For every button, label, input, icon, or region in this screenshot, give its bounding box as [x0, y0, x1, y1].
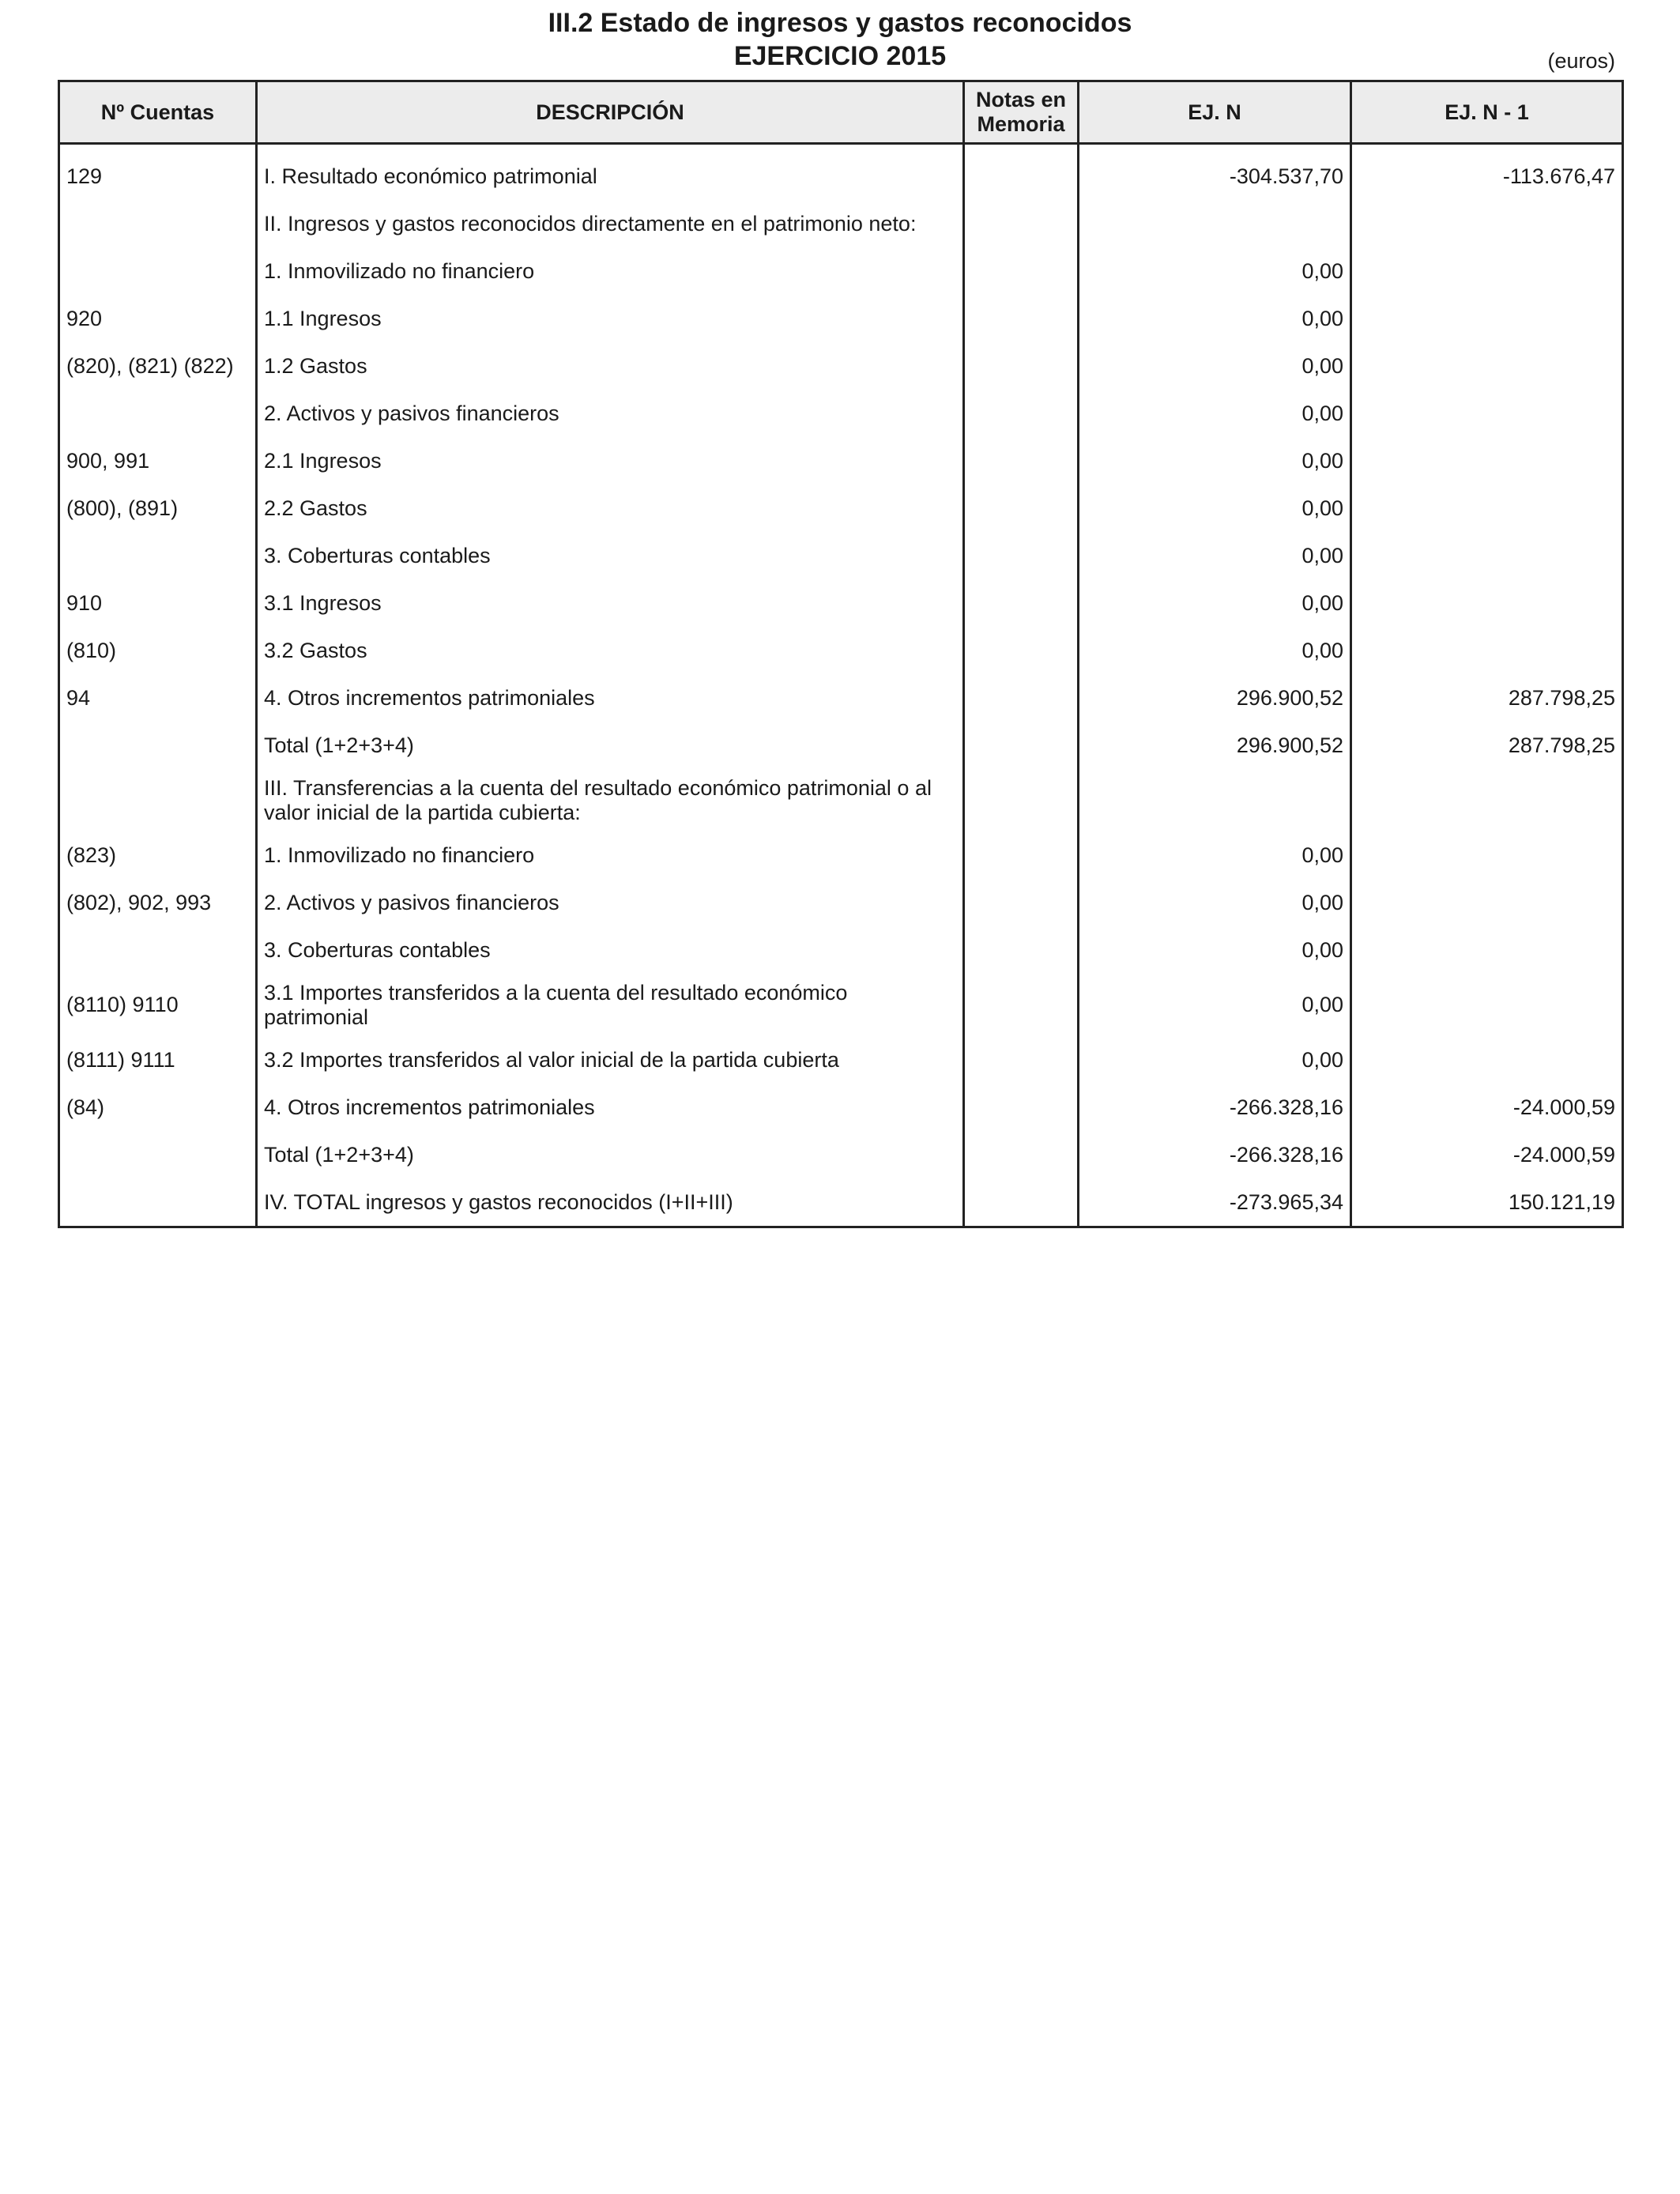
cell-cuentas: (823) — [59, 831, 257, 879]
cell-descripcion: 2. Activos y pasivos financieros — [257, 390, 964, 437]
cell-notas — [964, 579, 1079, 627]
cell-cuentas — [59, 769, 257, 831]
header-row — [59, 81, 1623, 144]
cell-ej-n1: 287.798,25 — [1351, 722, 1623, 769]
cell-notas — [964, 437, 1079, 484]
cell-ej-n1 — [1351, 532, 1623, 579]
cell-ej-n1 — [1351, 295, 1623, 342]
cell-descripcion: 2.1 Ingresos — [257, 437, 964, 484]
cell-cuentas: (8110) 9110 — [59, 974, 257, 1036]
cell-notas — [964, 1036, 1079, 1084]
cell-ej-n: -266.328,16 — [1079, 1131, 1351, 1178]
cell-ej-n: 0,00 — [1079, 831, 1351, 879]
table-row — [59, 484, 1623, 532]
col-header-notas: Notas en Memoria — [964, 81, 1079, 144]
cell-descripcion: II. Ingresos y gastos reconocidos directamente en el patrimonio neto: — [257, 200, 964, 247]
cell-ej-n1 — [1351, 247, 1623, 295]
cell-descripcion: 3.1 Ingresos — [257, 579, 964, 627]
table-row — [59, 722, 1623, 769]
cell-descripcion: Total (1+2+3+4) — [257, 1131, 964, 1178]
cell-descripcion: 4. Otros incrementos patrimoniales — [257, 674, 964, 722]
col-header-ej-n: EJ. N — [1079, 81, 1351, 144]
cell-cuentas — [59, 1131, 257, 1178]
table-row — [59, 1084, 1623, 1131]
cell-notas — [964, 769, 1079, 831]
cell-notas — [964, 1084, 1079, 1131]
cell-notas — [964, 144, 1079, 201]
table-row — [59, 437, 1623, 484]
col-header-cuentas: Nº Cuentas — [59, 81, 257, 144]
cell-notas — [964, 295, 1079, 342]
cell-notas — [964, 926, 1079, 974]
cell-ej-n1 — [1351, 769, 1623, 831]
cell-cuentas: (84) — [59, 1084, 257, 1131]
units-label: (euros) — [1547, 49, 1615, 73]
cell-notas — [964, 879, 1079, 926]
cell-ej-n1: 150.121,19 — [1351, 1178, 1623, 1227]
cell-descripcion: 2.2 Gastos — [257, 484, 964, 532]
table-row — [59, 247, 1623, 295]
cell-ej-n1: -24.000,59 — [1351, 1131, 1623, 1178]
cell-ej-n: 0,00 — [1079, 247, 1351, 295]
cell-ej-n — [1079, 200, 1351, 247]
cell-descripcion: 1.2 Gastos — [257, 342, 964, 390]
cell-ej-n1 — [1351, 342, 1623, 390]
cell-ej-n: 0,00 — [1079, 926, 1351, 974]
cell-ej-n: 0,00 — [1079, 390, 1351, 437]
cell-notas — [964, 1178, 1079, 1227]
table-row — [59, 295, 1623, 342]
cell-descripcion: 3. Coberturas contables — [257, 532, 964, 579]
cell-cuentas: (802), 902, 993 — [59, 879, 257, 926]
cell-cuentas — [59, 390, 257, 437]
cell-notas — [964, 532, 1079, 579]
table-row — [59, 1178, 1623, 1227]
cell-cuentas — [59, 1178, 257, 1227]
cell-notas — [964, 342, 1079, 390]
cell-cuentas: (8111) 9111 — [59, 1036, 257, 1084]
cell-notas — [964, 974, 1079, 1036]
cell-ej-n: 0,00 — [1079, 974, 1351, 1036]
cell-ej-n1 — [1351, 926, 1623, 974]
col-header-descripcion: DESCRIPCIÓN — [257, 81, 964, 144]
cell-cuentas: (800), (891) — [59, 484, 257, 532]
cell-descripcion: 3.2 Importes transferidos al valor inicial de la partida cubierta — [257, 1036, 964, 1084]
table-row — [59, 579, 1623, 627]
cell-ej-n: -266.328,16 — [1079, 1084, 1351, 1131]
cell-descripcion: 4. Otros incrementos patrimoniales — [257, 1084, 964, 1131]
cell-notas — [964, 627, 1079, 674]
cell-notas — [964, 484, 1079, 532]
cell-ej-n: -273.965,34 — [1079, 1178, 1351, 1227]
cell-descripcion: IV. TOTAL ingresos y gastos reconocidos (I+II+III) — [257, 1178, 964, 1227]
cell-ej-n1 — [1351, 974, 1623, 1036]
cell-notas — [964, 247, 1079, 295]
cell-ej-n: -304.537,70 — [1079, 144, 1351, 201]
cell-cuentas: 129 — [59, 144, 257, 201]
cell-ej-n: 296.900,52 — [1079, 674, 1351, 722]
cell-ej-n1: -113.676,47 — [1351, 144, 1623, 201]
table-row — [59, 144, 1623, 201]
cell-cuentas: (810) — [59, 627, 257, 674]
cell-ej-n: 296.900,52 — [1079, 722, 1351, 769]
page-subtitle: EJERCICIO 2015 — [733, 41, 947, 71]
table-row — [59, 974, 1623, 1036]
cell-descripcion: I. Resultado económico patrimonial — [257, 144, 964, 201]
table-row — [59, 200, 1623, 247]
cell-descripcion: 3.1 Importes transferidos a la cuenta del resultado económico patrimonial — [257, 974, 964, 1036]
table-row — [59, 627, 1623, 674]
cell-cuentas — [59, 247, 257, 295]
cell-notas — [964, 722, 1079, 769]
cell-cuentas: 910 — [59, 579, 257, 627]
cell-ej-n1: 287.798,25 — [1351, 674, 1623, 722]
cell-descripcion: 3.2 Gastos — [257, 627, 964, 674]
table-row — [59, 926, 1623, 974]
cell-notas — [964, 390, 1079, 437]
cell-ej-n1 — [1351, 390, 1623, 437]
cell-ej-n1 — [1351, 200, 1623, 247]
cell-descripcion: 1. Inmovilizado no financiero — [257, 831, 964, 879]
page-title: III.2 Estado de ingresos y gastos reconocidos — [548, 8, 1132, 38]
cell-ej-n: 0,00 — [1079, 879, 1351, 926]
cell-ej-n: 0,00 — [1079, 295, 1351, 342]
cell-ej-n: 0,00 — [1079, 342, 1351, 390]
cell-cuentas: 920 — [59, 295, 257, 342]
cell-descripcion: III. Transferencias a la cuenta del resultado económico patrimonial o al valor inicial de la partida cubierta: — [257, 769, 964, 831]
table-row — [59, 1036, 1623, 1084]
cell-notas — [964, 1131, 1079, 1178]
cell-ej-n: 0,00 — [1079, 484, 1351, 532]
cell-ej-n1 — [1351, 627, 1623, 674]
table-row — [59, 879, 1623, 926]
cell-ej-n1 — [1351, 579, 1623, 627]
cell-cuentas — [59, 532, 257, 579]
table-row — [59, 1131, 1623, 1178]
cell-cuentas — [59, 926, 257, 974]
col-header-ej-n1: EJ. N - 1 — [1351, 81, 1623, 144]
cell-cuentas: 94 — [59, 674, 257, 722]
statement-table — [58, 80, 1624, 1228]
table-row — [59, 390, 1623, 437]
cell-ej-n1 — [1351, 484, 1623, 532]
cell-ej-n: 0,00 — [1079, 627, 1351, 674]
table-row — [59, 674, 1623, 722]
cell-ej-n: 0,00 — [1079, 437, 1351, 484]
table-row — [59, 342, 1623, 390]
cell-descripcion: 1. Inmovilizado no financiero — [257, 247, 964, 295]
cell-ej-n: 0,00 — [1079, 532, 1351, 579]
cell-ej-n1 — [1351, 1036, 1623, 1084]
cell-descripcion: 3. Coberturas contables — [257, 926, 964, 974]
cell-ej-n1 — [1351, 879, 1623, 926]
cell-notas — [964, 200, 1079, 247]
table-row — [59, 831, 1623, 879]
cell-ej-n1 — [1351, 831, 1623, 879]
cell-ej-n1: -24.000,59 — [1351, 1084, 1623, 1131]
cell-ej-n — [1079, 769, 1351, 831]
cell-ej-n: 0,00 — [1079, 579, 1351, 627]
cell-cuentas: (820), (821) (822) — [59, 342, 257, 390]
cell-notas — [964, 831, 1079, 879]
cell-descripcion: 1.1 Ingresos — [257, 295, 964, 342]
cell-notas — [964, 674, 1079, 722]
cell-ej-n1 — [1351, 437, 1623, 484]
table-row — [59, 769, 1623, 831]
cell-cuentas — [59, 200, 257, 247]
cell-descripcion: Total (1+2+3+4) — [257, 722, 964, 769]
cell-cuentas — [59, 722, 257, 769]
cell-descripcion: 2. Activos y pasivos financieros — [257, 879, 964, 926]
cell-ej-n: 0,00 — [1079, 1036, 1351, 1084]
cell-cuentas: 900, 991 — [59, 437, 257, 484]
table-row — [59, 532, 1623, 579]
